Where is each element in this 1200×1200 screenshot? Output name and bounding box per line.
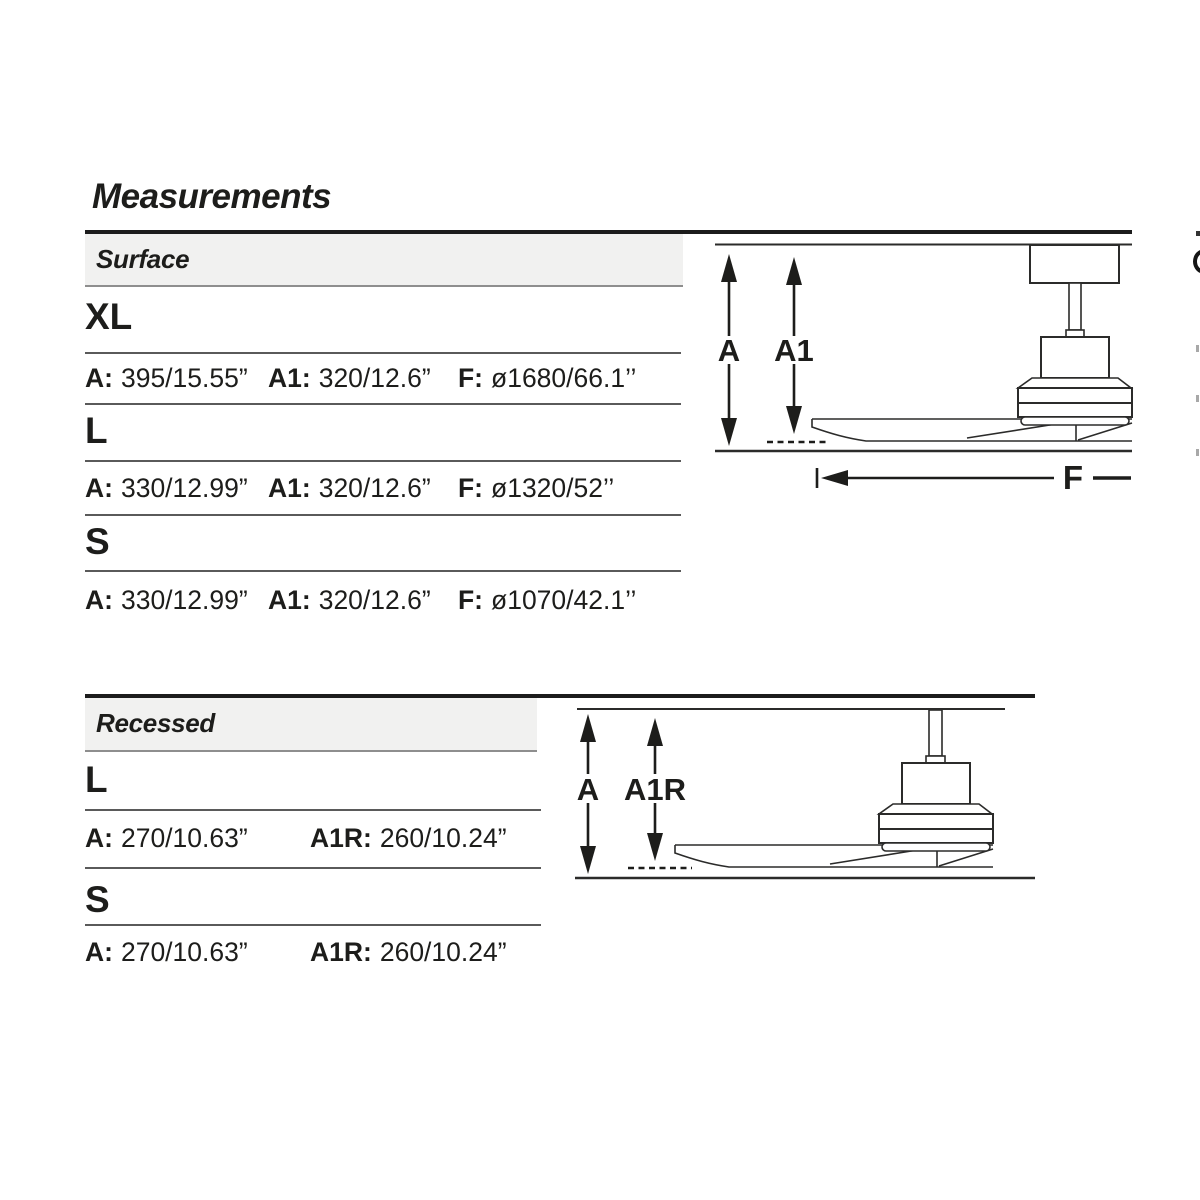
motor-band-upper bbox=[1018, 388, 1132, 403]
page-edge-artifact bbox=[1196, 395, 1199, 402]
fan-motor-assembly bbox=[879, 710, 993, 851]
motor-housing bbox=[1041, 337, 1109, 378]
dimension-arrow-f bbox=[817, 459, 1131, 496]
motor-shoulder bbox=[1018, 378, 1131, 388]
surface-section-header-bar bbox=[85, 234, 683, 287]
measurement-a: A: 270/10.63” bbox=[85, 823, 248, 853]
fan-motor-assembly bbox=[1018, 245, 1132, 425]
downrod-collar bbox=[1066, 330, 1084, 337]
measurement-a1: A1: 320/12.6” bbox=[268, 363, 431, 393]
dimension-label-a1: A1 bbox=[774, 333, 814, 368]
measurement-a: A: 270/10.63” bbox=[85, 937, 248, 967]
surface-l-measurements bbox=[85, 468, 614, 508]
divider bbox=[85, 809, 541, 811]
surface-size-l: L bbox=[85, 410, 108, 451]
page-title: Measurements bbox=[92, 177, 332, 216]
surface-section-header-label: Surface bbox=[96, 243, 190, 274]
page-edge-artifact bbox=[1193, 249, 1200, 274]
recessed-section-header-label: Recessed bbox=[96, 708, 216, 738]
dimension-arrow-a1 bbox=[774, 257, 814, 434]
divider bbox=[85, 403, 681, 405]
page-edge-artifact bbox=[1196, 345, 1199, 352]
recessed-mounting-diagram bbox=[553, 688, 1045, 893]
measurement-a: A: 330/12.99” bbox=[85, 473, 248, 503]
downrod bbox=[1069, 283, 1081, 330]
dimension-arrow-a1r bbox=[624, 718, 686, 861]
measurement-a1: A1: 320/12.6” bbox=[268, 585, 431, 615]
downrod bbox=[929, 710, 942, 756]
measurement-f: F: ø1070/42.1’’ bbox=[458, 585, 637, 615]
measurement-a1: A1: 320/12.6” bbox=[268, 473, 431, 503]
motor-band-lower bbox=[879, 829, 993, 843]
divider bbox=[85, 460, 681, 462]
measurement-a1r: A1R: 260/10.24” bbox=[310, 823, 507, 853]
surface-s-measurements bbox=[85, 580, 636, 620]
divider bbox=[85, 570, 681, 572]
motor-bottom-cap bbox=[1021, 417, 1129, 425]
recessed-size-l: L bbox=[85, 759, 108, 800]
page-edge-artifact bbox=[1196, 231, 1200, 236]
divider bbox=[85, 514, 681, 516]
dimension-label-a1r: A1R bbox=[623, 772, 687, 807]
motor-housing bbox=[902, 763, 970, 804]
recessed-l-measurements bbox=[85, 818, 507, 858]
dimension-label-a: A bbox=[717, 333, 741, 368]
measurement-a1r: A1R: 260/10.24” bbox=[310, 937, 507, 967]
motor-shoulder bbox=[879, 804, 992, 814]
divider bbox=[85, 352, 681, 354]
divider bbox=[85, 924, 541, 926]
motor-band-lower bbox=[1018, 403, 1132, 417]
recessed-section-header-bar bbox=[85, 698, 537, 752]
dimension-label-a: A bbox=[576, 772, 600, 807]
dimension-arrow-a bbox=[718, 254, 740, 446]
motor-band-upper bbox=[879, 814, 993, 829]
measurement-f: F: ø1680/66.1’’ bbox=[458, 363, 637, 393]
downrod-collar bbox=[926, 756, 945, 763]
mounting-canopy bbox=[1030, 245, 1119, 283]
dimension-arrow-a bbox=[577, 714, 599, 874]
recessed-s-measurements bbox=[85, 932, 507, 972]
recessed-size-s: S bbox=[85, 879, 110, 920]
motor-bottom-cap bbox=[882, 843, 990, 851]
surface-xl-measurements bbox=[85, 358, 636, 398]
surface-size-s: S bbox=[85, 521, 110, 562]
surface-mounting-diagram bbox=[680, 226, 1150, 506]
measurement-a: A: 395/15.55” bbox=[85, 363, 248, 393]
surface-size-xl: XL bbox=[85, 296, 133, 337]
measurement-a: A: 330/12.99” bbox=[85, 585, 248, 615]
dimension-label-f: F bbox=[1062, 459, 1084, 496]
divider bbox=[85, 867, 541, 869]
measurement-f: F: ø1320/52’’ bbox=[458, 473, 615, 503]
page-edge-artifact bbox=[1196, 449, 1199, 456]
